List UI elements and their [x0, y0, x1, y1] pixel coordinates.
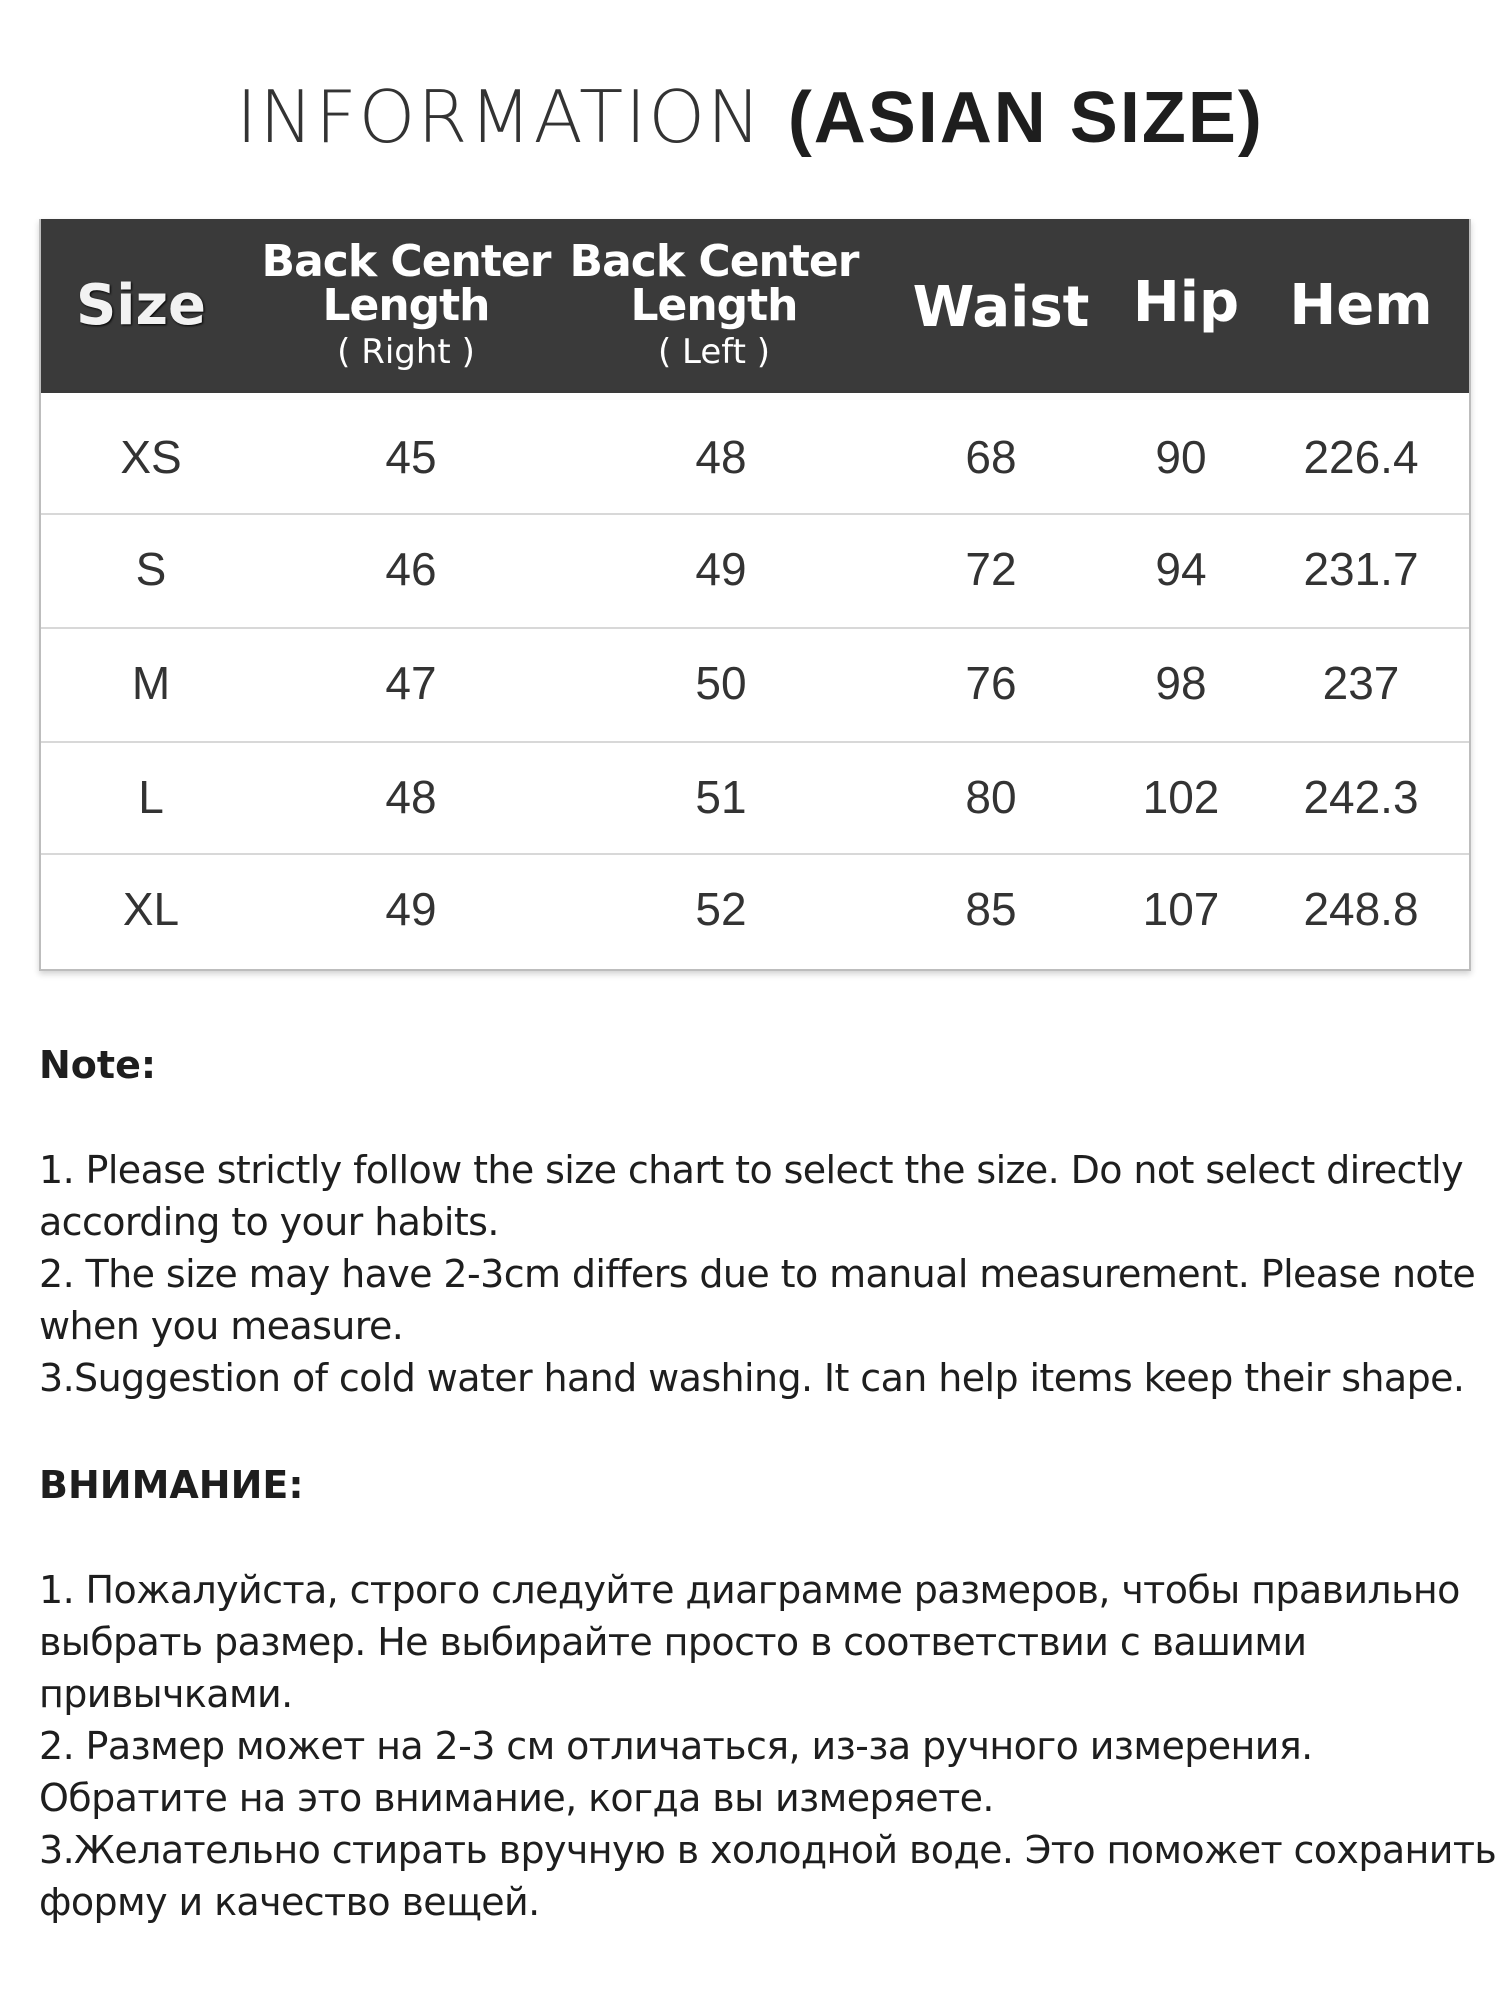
header-back-center-right-label: Back Center Length: [261, 236, 551, 331]
header-size: [51, 219, 231, 393]
title-light: INFORMATION: [236, 75, 763, 159]
table-row: [41, 629, 1469, 743]
header-hem-label: Hem: [1289, 273, 1433, 338]
header-back-center-left: [569, 219, 859, 393]
cell-hip: 98: [1155, 657, 1207, 709]
header-hip: [1091, 219, 1281, 393]
cell-size: M: [131, 657, 171, 709]
cell-waist: 68: [965, 431, 1017, 483]
note-russian-line: Обратите на это внимание, когда вы измеряете.: [39, 1776, 994, 1820]
page-title: [0, 72, 1500, 163]
note-russian-line: 3.Желательно стирать вручную в холодной воде. Это поможет сохранить: [39, 1828, 1497, 1872]
note-english-line: 3.Suggestion of cold water hand washing. It can help items keep their shape.: [39, 1356, 1465, 1400]
cell-hip: 94: [1155, 543, 1207, 595]
cell-size: XS: [120, 431, 182, 483]
note-russian-title: ВНИМАНИЕ:: [39, 1463, 304, 1507]
table-row: [41, 743, 1469, 855]
cell-hip: 107: [1142, 883, 1220, 935]
cell-waist: 72: [965, 543, 1017, 595]
note-english-title: Note:: [39, 1043, 157, 1087]
cell-size: L: [138, 771, 164, 823]
size-table: [39, 219, 1471, 971]
header-size-label: Size: [75, 273, 207, 338]
cell-back-center-left: 48: [695, 431, 747, 483]
cell-size: XL: [122, 883, 180, 935]
cell-back-center-right: 48: [385, 771, 437, 823]
cell-back-center-right: 47: [385, 657, 437, 709]
title-bold: (ASIAN SIZE): [787, 78, 1264, 158]
cell-hem: 237: [1322, 657, 1400, 709]
note-russian-line: 2. Размер может на 2-3 см отличаться, из-за ручного измерения.: [39, 1724, 1313, 1768]
cell-waist: 76: [965, 657, 1017, 709]
cell-back-center-right: 46: [385, 543, 437, 595]
header-hip-label: Hip: [1132, 270, 1240, 335]
note-russian-line: форму и качество вещей.: [39, 1880, 540, 1924]
note-russian-line: привычками.: [39, 1672, 293, 1716]
cell-hem: 231.7: [1303, 543, 1419, 595]
header-waist: [891, 219, 1111, 393]
table-row: [41, 403, 1469, 515]
cell-size: S: [135, 543, 167, 595]
cell-back-center-right: 49: [385, 883, 437, 935]
header-back-center-right: [261, 219, 551, 393]
note-russian-line: выбрать размер. Не выбирайте просто в соответствии с вашими: [39, 1620, 1307, 1664]
cell-hip: 102: [1142, 771, 1220, 823]
note-english-line: when you measure.: [39, 1304, 404, 1348]
cell-waist: 80: [965, 771, 1017, 823]
note-english: [39, 1040, 1476, 1404]
cell-back-center-left: 50: [695, 657, 747, 709]
note-english-line: according to your habits.: [39, 1200, 499, 1244]
note-russian: [39, 1460, 1497, 1928]
cell-hem: 242.3: [1303, 771, 1419, 823]
cell-back-center-left: 49: [695, 543, 747, 595]
cell-hip: 90: [1155, 431, 1207, 483]
note-english-line: 2. The size may have 2-3cm differs due to manual measurement. Please note: [39, 1252, 1476, 1296]
cell-back-center-left: 52: [695, 883, 747, 935]
table-row: [41, 515, 1469, 629]
header-back-center-left-sub: ( Left ): [657, 332, 771, 372]
cell-back-center-left: 51: [695, 771, 747, 823]
table-header: [41, 219, 1469, 393]
header-back-center-left-label: Back Center Length: [569, 236, 859, 331]
cell-waist: 85: [965, 883, 1017, 935]
note-russian-line: 1. Пожалуйста, строго следуйте диаграмме размеров, чтобы правильно: [39, 1568, 1460, 1612]
table-row: [41, 855, 1469, 969]
header-hem: [1261, 219, 1461, 393]
cell-hem: 226.4: [1303, 431, 1419, 483]
cell-back-center-right: 45: [385, 431, 437, 483]
header-waist-label: Waist: [912, 275, 1090, 340]
header-back-center-right-sub: ( Right ): [337, 332, 475, 372]
note-english-line: 1. Please strictly follow the size chart to select the size. Do not select directly: [39, 1148, 1463, 1192]
cell-hem: 248.8: [1303, 883, 1419, 935]
